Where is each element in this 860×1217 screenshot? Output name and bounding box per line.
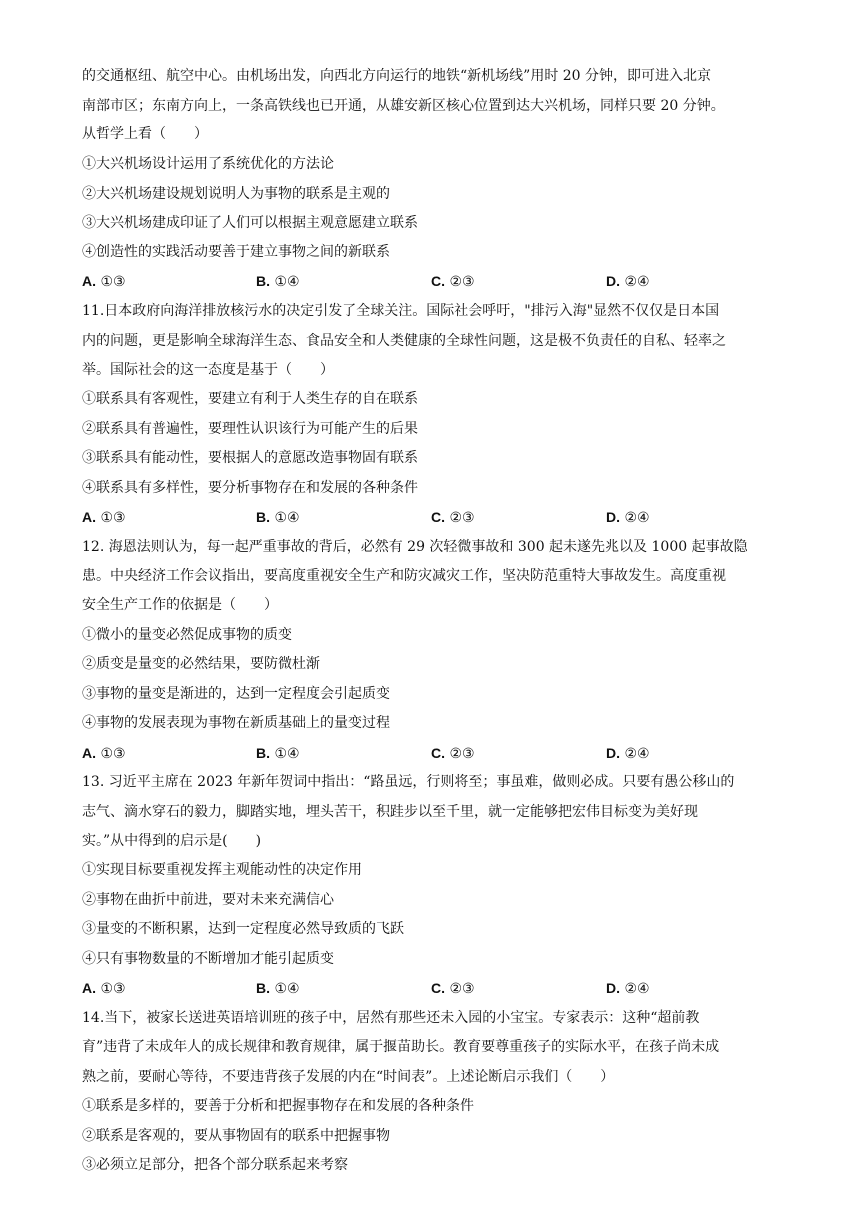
q12-option-c[interactable] [431, 743, 475, 764]
option-text: ①④ [274, 981, 300, 997]
q10-statement-1: ①大兴机场设计运用了系统优化的方法论 [82, 156, 334, 172]
q14-statement-3: ③必须立足部分，把各个部分联系起来考察 [82, 1157, 348, 1173]
q12-option-d[interactable] [606, 743, 650, 764]
option-text: ①④ [274, 510, 300, 526]
q10-stem-line-3: 从哲学上看（ ） [82, 126, 208, 142]
q13-option-c[interactable] [431, 978, 475, 999]
option-label: A. [82, 980, 96, 996]
q10-options [82, 271, 782, 291]
q12-statement-2: ②质变是量变的必然结果，要防微杜渐 [82, 656, 320, 672]
option-label: C. [431, 980, 445, 996]
option-text: ①③ [100, 746, 126, 762]
option-text: ②④ [624, 981, 650, 997]
q12-option-a[interactable] [82, 743, 126, 764]
q14-statement-2: ②联系是客观的，要从事物固有的联系中把握事物 [82, 1128, 390, 1144]
q13-statement-2: ②事物在曲折中前进，要对未来充满信心 [82, 892, 334, 908]
q14-stem-line-3: 熟之前，要耐心等待，不要违背孩子发展的内在“时间表”。上述论断启示我们（ ） [82, 1069, 615, 1085]
option-label: B. [256, 745, 270, 761]
q10-option-a[interactable] [82, 271, 126, 292]
option-text: ②③ [449, 746, 475, 762]
option-label: A. [82, 273, 96, 289]
option-label: B. [256, 509, 270, 525]
q10-stem-line-1: 的交通枢纽、航空中心。由机场出发，向西北方向运行的地铁“新机场线”用时 20 分钟，即可进入北京 [82, 68, 712, 84]
q13-stem-line-1: 13. 习近平主席在 2023 年新年贺词中指出：“路虽远，行则将至；事虽难，做则必成。只要有愚公移山的 [82, 774, 735, 790]
q13-stem-line-2: 志气、滴水穿石的毅力，脚踏实地，埋头苦干，积跬步以至千里，就一定能够把宏伟目标变为美好现 [82, 804, 698, 820]
q12-options [82, 743, 782, 763]
option-label: C. [431, 509, 445, 525]
q13-stem-line-3: 实。”从中得到的启示是( ) [82, 833, 262, 849]
q12-option-b[interactable] [256, 743, 300, 764]
option-label: D. [606, 273, 620, 289]
option-label: D. [606, 980, 620, 996]
option-text: ①④ [274, 274, 300, 290]
q11-option-b[interactable] [256, 507, 300, 528]
option-text: ②④ [624, 746, 650, 762]
option-label: A. [82, 509, 96, 525]
option-label: A. [82, 745, 96, 761]
option-label: B. [256, 980, 270, 996]
q13-option-d[interactable] [606, 978, 650, 999]
q10-option-c[interactable] [431, 271, 475, 292]
q10-option-d[interactable] [606, 271, 650, 292]
q11-stem-line-1: 11.日本政府向海洋排放核污水的决定引发了全球关注。国际社会呼吁，"排污入海"显然不仅仅是日本国 [82, 303, 720, 319]
q11-statement-2: ②联系具有普遍性，要理性认识该行为可能产生的后果 [82, 421, 418, 437]
option-text: ①③ [100, 981, 126, 997]
q10-stem-line-2: 南部市区；东南方向上，一条高铁线也已开通，从雄安新区核心位置到达大兴机场，同样只要 20 分钟。 [82, 98, 725, 114]
option-text: ②④ [624, 510, 650, 526]
q13-options [82, 978, 782, 998]
option-text: ②④ [624, 274, 650, 290]
q11-options [82, 507, 782, 527]
option-label: D. [606, 509, 620, 525]
q12-stem-line-3: 安全生产工作的依据是（ ） [82, 597, 278, 613]
option-text: ②③ [449, 274, 475, 290]
q11-stem-line-2: 内的问题，更是影响全球海洋生态、食品安全和人类健康的全球性问题，这是极不负责任的自私、轻率之 [82, 333, 726, 349]
q14-stem-line-2: 育”违背了未成年人的成长规律和教育规律，属于揠苗助长。教育要尊重孩子的实际水平，在孩子尚未成 [82, 1039, 720, 1055]
q12-statement-4: ④事物的发展表现为事物在新质基础上的量变过程 [82, 715, 390, 731]
q12-stem-line-2: 患。中央经济工作会议指出，要高度重视安全生产和防灾减灾工作，坚决防范重特大事故发生。高度重视 [82, 568, 726, 584]
option-text: ①③ [100, 510, 126, 526]
q11-statement-4: ④联系具有多样性，要分析事物存在和发展的各种条件 [82, 480, 418, 496]
q14-statement-1: ①联系是多样的，要善于分析和把握事物存在和发展的各种条件 [82, 1098, 474, 1114]
option-label: B. [256, 273, 270, 289]
option-text: ①③ [100, 274, 126, 290]
option-text: ②③ [449, 510, 475, 526]
q12-statement-1: ①微小的量变必然促成事物的质变 [82, 627, 292, 643]
q11-statement-1: ①联系具有客观性，要建立有利于人类生存的自在联系 [82, 391, 418, 407]
q11-option-c[interactable] [431, 507, 475, 528]
q10-statement-4: ④创造性的实践活动要善于建立事物之间的新联系 [82, 244, 390, 260]
option-text: ①④ [274, 746, 300, 762]
q13-statement-1: ①实现目标要重视发挥主观能动性的决定作用 [82, 862, 362, 878]
option-text: ②③ [449, 981, 475, 997]
option-label: C. [431, 273, 445, 289]
option-label: D. [606, 745, 620, 761]
q10-option-b[interactable] [256, 271, 300, 292]
q12-statement-3: ③事物的量变是渐进的，达到一定程度会引起质变 [82, 686, 390, 702]
q11-statement-3: ③联系具有能动性，要根据人的意愿改造事物固有联系 [82, 450, 418, 466]
q11-stem-line-3: 举。国际社会的这一态度是基于（ ） [82, 362, 334, 378]
q11-option-d[interactable] [606, 507, 650, 528]
q13-statement-4: ④只有事物数量的不断增加才能引起质变 [82, 951, 334, 967]
option-label: C. [431, 745, 445, 761]
q13-option-b[interactable] [256, 978, 300, 999]
q13-statement-3: ③量变的不断积累，达到一定程度必然导致质的飞跃 [82, 921, 404, 937]
q11-option-a[interactable] [82, 507, 126, 528]
q10-statement-2: ②大兴机场建设规划说明人为事物的联系是主观的 [82, 186, 390, 202]
q12-stem-line-1: 12. 海恩法则认为，每一起严重事故的背后，必然有 29 次轻微事故和 300 起未遂先兆以及 1000 起事故隐 [82, 539, 748, 555]
q14-stem-line-1: 14.当下，被家长送进英语培训班的孩子中，居然有那些还未入园的小宝宝。专家表示：这种“超前教 [82, 1010, 700, 1026]
q13-option-a[interactable] [82, 978, 126, 999]
q10-statement-3: ③大兴机场建成印证了人们可以根据主观意愿建立联系 [82, 215, 418, 231]
